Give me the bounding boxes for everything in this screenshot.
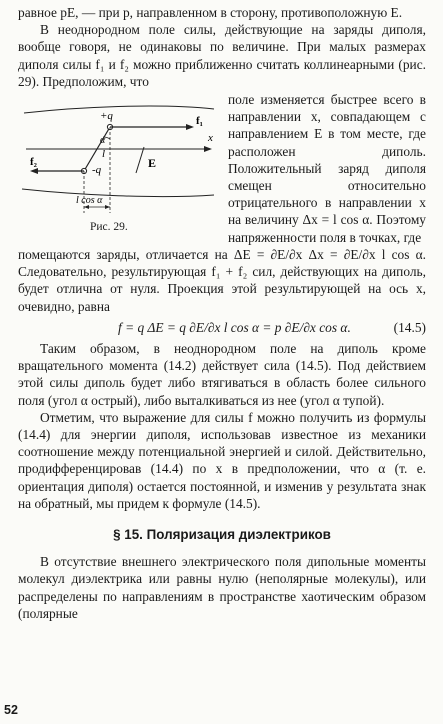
paragraph-1-side: поле изменяется быстрее всего в направлении x, совпадающем с направлением E в том месте, где расположен диполь. Положительный заряд диполя смещен относительно отрицательного в направлении x на величину Δx = l cos α. Поэтому напряженности поля в точках, где xyxy=(228,92,426,245)
field-line-top xyxy=(24,106,214,113)
paragraph-1-tail: помещаются заряды, отличается на ΔE = ∂E/∂x Δx = ∂E/∂x l cos α. Следовательно, результирующая f₁ + f₂ сил, действующих на диполь, будет отлична от нуля. Проекция этой результирующей на ось x, очевидно, равна xyxy=(18,247,426,314)
label-E: E xyxy=(148,156,157,171)
section-heading: § 15. Поляризация диэлектриков xyxy=(113,527,331,543)
paragraph-3: Отметим, что выражение для силы f можно получить из формулы (14.4) для энергии диполя, использовав известное из механики соотношение между потенциальной энергией и силой. Действительно, продифференцировав (14.4) по x в предположении, что α (т. е. ориентация диполя) остается постоянной, и изменив у результата знак на обратный, мы придем к формуле (14.5). xyxy=(18,409,426,511)
page-number: 52 xyxy=(4,703,18,717)
label-alpha: α xyxy=(100,135,106,147)
label-f2: f₂ xyxy=(30,156,37,169)
paragraph-1: В неоднородном поле силы, действующие на заряды диполя, вообще говоря, не одинаковы по величине. При малых размерах диполя силы f₁ и f₂ можно приближенно считать коллинеарными (рис. 29). Предположим, что xyxy=(18,22,426,89)
label-minus-q: -q xyxy=(92,164,102,177)
label-f1: f₁ xyxy=(196,115,203,128)
dimension-arrow-right xyxy=(105,205,110,209)
formula-number: (14.5) xyxy=(393,319,426,335)
figure-block xyxy=(18,91,426,246)
label-x: x xyxy=(208,132,213,145)
label-lcos: l cos α xyxy=(76,195,103,207)
formula-14-5 xyxy=(18,319,426,336)
label-l: l xyxy=(102,148,106,161)
field-E-arrow-line xyxy=(136,147,144,173)
force-f1-arrow xyxy=(186,124,194,130)
paragraph-top: равное pE, — при p, направленном в сторону, противоположную E. xyxy=(18,5,403,20)
label-plus-q: +q xyxy=(100,110,113,123)
paragraph-2: Таким образом, в неоднородном поле на диполь кроме вращательного момента (14.2) действует сила (14.5). Под действием этой силы диполь будет либо втягиваться в область более сильного поля (угол α острый), либо выталкиваться из нее (угол α тупой). xyxy=(18,341,426,408)
formula-expression: f = q ΔE = q ∂E/∂x l cos α = p ∂E/∂x cos α. xyxy=(118,319,351,335)
x-axis-arrow xyxy=(204,146,212,152)
page xyxy=(18,4,426,622)
field-line-bottom xyxy=(22,189,214,197)
paragraph-4: В отсутствие внешнего электрического поля дипольные моменты молекул диэлектрика или равны нулю (неполярные молекулы), или распределены по направлениям в пространстве хаотическим образом (полярные xyxy=(18,554,426,621)
figure-caption: Рис. 29. xyxy=(90,221,128,234)
force-f2-arrow xyxy=(30,168,38,174)
